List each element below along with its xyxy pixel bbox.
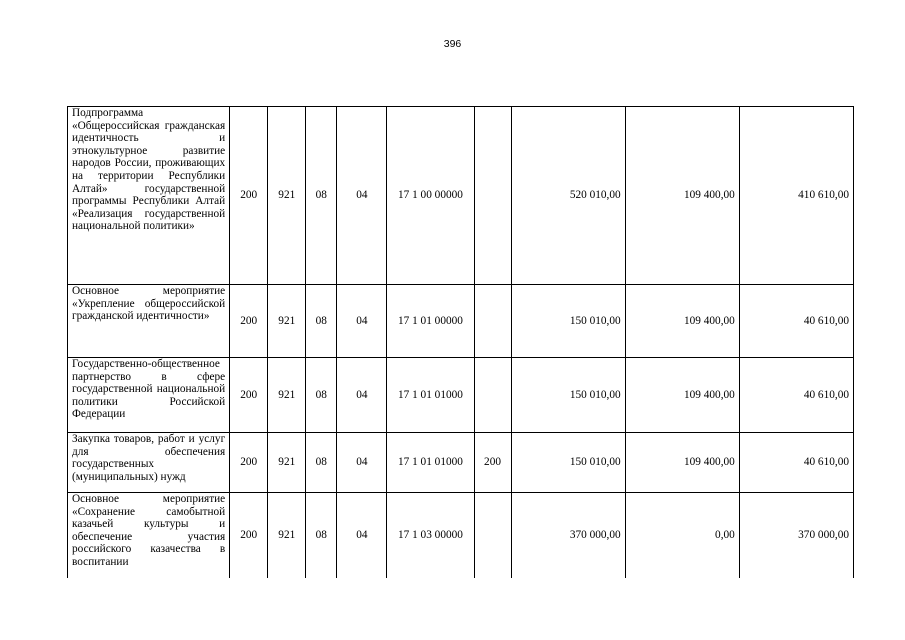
amount-cell: 150 010,00 [511, 285, 625, 358]
item-name: Закупка товаров, работ и услуг для обеспечения государственных (муниципальных) нужд [68, 433, 230, 493]
amount-cell: 40 610,00 [739, 358, 853, 433]
subsection-cell: 04 [337, 433, 387, 493]
amount-cell: 150 010,00 [511, 358, 625, 433]
target-article-cell: 17 1 01 01000 [387, 433, 474, 493]
section-cell: 08 [306, 358, 337, 433]
section-cell: 08 [306, 493, 337, 579]
subsection-cell: 04 [337, 285, 387, 358]
code-cell: 921 [268, 493, 306, 579]
amount-cell: 370 000,00 [511, 493, 625, 579]
code-cell: 200 [230, 285, 268, 358]
item-name: Подпрограмма «Общероссийская гражданская идентичность и этнокультурное развитие народов России, проживающих на территории Республики Алтай» государственной программы Республики Алтай «Реализация государственной национальной политики» [68, 107, 230, 285]
item-name: Основное мероприятие «Укрепление общероссийской гражданской идентичности» [68, 285, 230, 358]
table-row [68, 107, 854, 285]
amount-cell: 109 400,00 [625, 107, 739, 285]
code-cell: 921 [268, 358, 306, 433]
amount-cell: 370 000,00 [739, 493, 853, 579]
item-name: Государственно-общественное партнерство в сфере государственной национальной политики Российской Федерации [68, 358, 230, 433]
page-number: 396 [443, 38, 462, 50]
amount-cell: 40 610,00 [739, 285, 853, 358]
expense-type-cell [474, 358, 511, 433]
table-row [68, 358, 854, 433]
target-article-cell: 17 1 03 00000 [387, 493, 474, 579]
subsection-cell: 04 [337, 107, 387, 285]
amount-cell: 0,00 [625, 493, 739, 579]
code-cell: 921 [268, 285, 306, 358]
item-name: Основное мероприятие «Сохранение самобытной казачьей культуры и обеспечение участия российского казачества в воспитании [68, 493, 230, 579]
expense-type-cell [474, 285, 511, 358]
expense-type-cell: 200 [474, 433, 511, 493]
table-row [68, 285, 854, 358]
amount-cell: 410 610,00 [739, 107, 853, 285]
section-cell: 08 [306, 433, 337, 493]
expense-type-cell [474, 493, 511, 579]
amount-cell: 109 400,00 [625, 433, 739, 493]
expense-type-cell [474, 107, 511, 285]
amount-cell: 520 010,00 [511, 107, 625, 285]
subsection-cell: 04 [337, 358, 387, 433]
table-row [68, 493, 854, 579]
subsection-cell: 04 [337, 493, 387, 579]
target-article-cell: 17 1 01 00000 [387, 285, 474, 358]
amount-cell: 150 010,00 [511, 433, 625, 493]
amount-cell: 109 400,00 [625, 358, 739, 433]
code-cell: 200 [230, 358, 268, 433]
section-cell: 08 [306, 107, 337, 285]
section-cell: 08 [306, 285, 337, 358]
target-article-cell: 17 1 01 01000 [387, 358, 474, 433]
target-article-cell: 17 1 00 00000 [387, 107, 474, 285]
code-cell: 921 [268, 433, 306, 493]
code-cell: 921 [268, 107, 306, 285]
code-cell: 200 [230, 107, 268, 285]
code-cell: 200 [230, 493, 268, 579]
amount-cell: 109 400,00 [625, 285, 739, 358]
budget-table [67, 106, 854, 578]
amount-cell: 40 610,00 [739, 433, 853, 493]
code-cell: 200 [230, 433, 268, 493]
table-row [68, 433, 854, 493]
